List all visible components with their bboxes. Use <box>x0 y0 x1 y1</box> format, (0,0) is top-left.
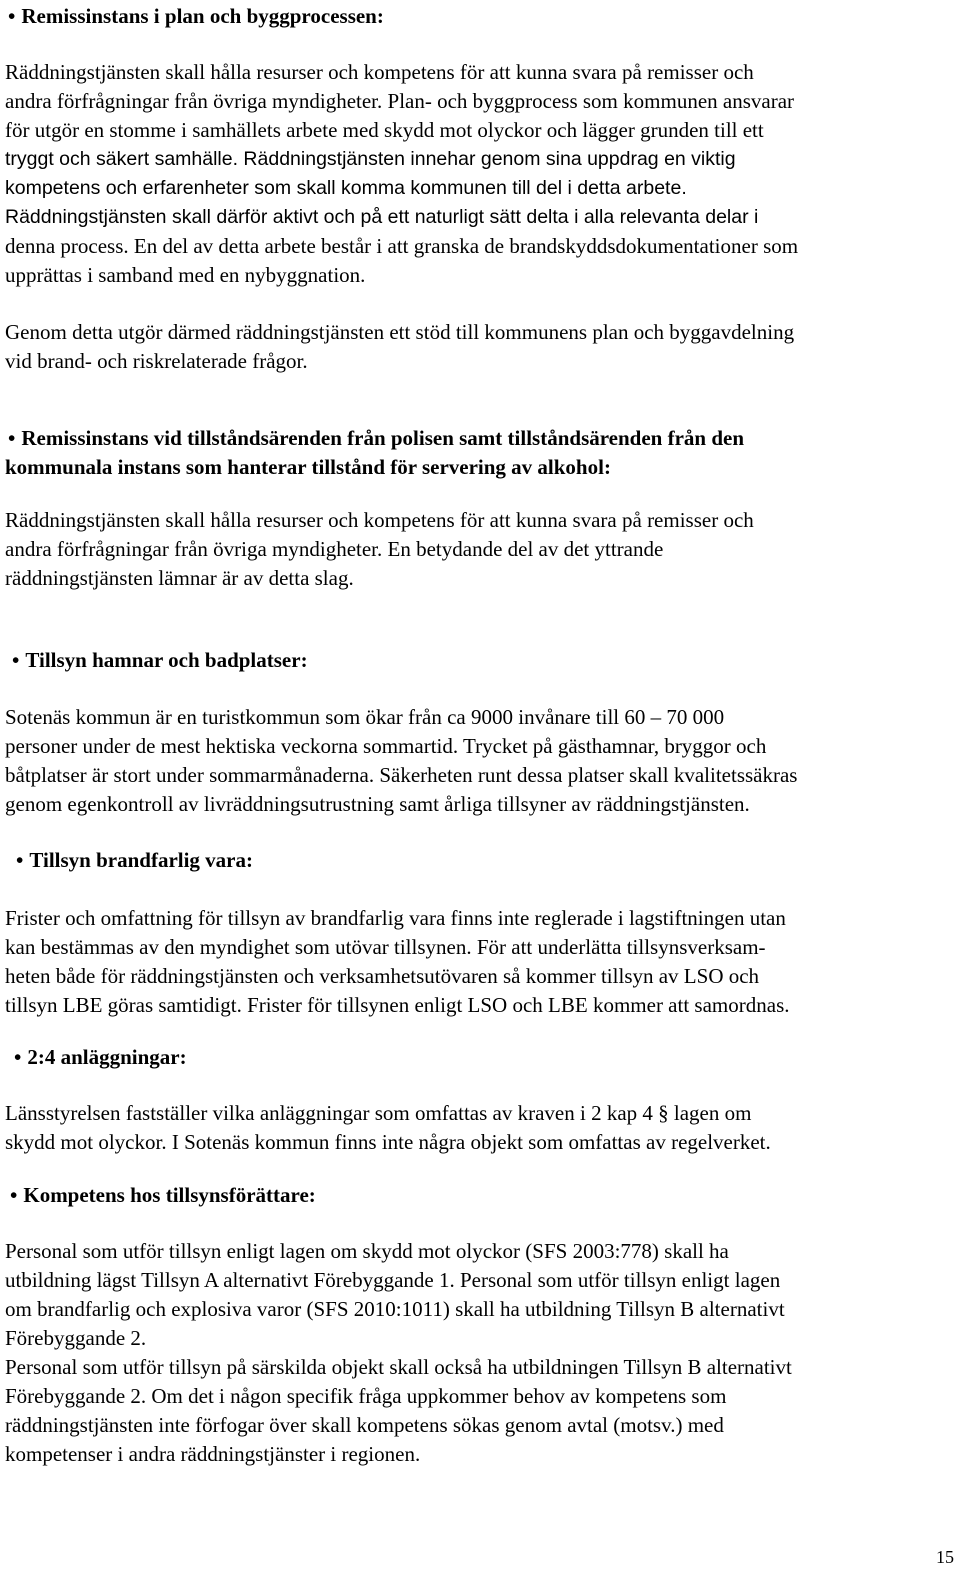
text-line: Frister och omfattning för tillsyn av brandfarlig vara finns inte reglerade i lagstiftningen utan <box>5 906 786 930</box>
text-line: båtplatser är stort under sommarmånaderna. Säkerheten runt dessa platser skall kvalitetssäkras <box>5 763 798 787</box>
text-line: denna process. En del av detta arbete består i att granska de brandskyddsdokumentationer som <box>5 234 799 258</box>
bullet: • <box>10 1183 18 1207</box>
text-line: Räddningstjänsten skall därför aktivt och på ett naturligt sätt delta i alla relevanta delar i <box>5 206 759 228</box>
text-line: skydd mot olyckor. I Sotenäs kommun finns inte några objekt som omfattas av regelverket. <box>5 1130 771 1154</box>
heading-text: 2:4 anläggningar: <box>27 1045 187 1069</box>
text-line: tryggt och säkert samhälle. Räddningstjänsten innehar genom sina uppdrag en viktig <box>5 148 736 170</box>
paragraph <box>5 506 754 593</box>
text-line: kompetens och erfarenheter som skall komma kommunen till del i detta arbete. <box>5 177 687 199</box>
text-line: heten både för räddningstjänsten och verksamhetsutövaren så kommer tillsyn av LSO och <box>5 964 760 988</box>
text-line: personer under de mest hektiska veckorna sommartid. Trycket på gästhamnar, bryggor och <box>5 734 767 758</box>
text-line: kan bestämmas av den myndighet som utövar tillsynen. För att underlätta tillsynsverksam- <box>5 935 766 959</box>
heading-text: kommunala instans som hanterar tillstånd för servering av alkohol: <box>5 455 611 479</box>
heading-text: Remissinstans i plan och byggprocessen: <box>21 4 384 28</box>
heading-text: Tillsyn hamnar och badplatser: <box>25 648 308 672</box>
text-line: Personal som utför tillsyn enligt lagen om skydd mot olyckor (SFS 2003:778) skall ha <box>5 1239 729 1263</box>
text-line: för utgör en stomme i samhällets arbete med skydd mot olyckor och lägger grunden till ett <box>5 118 764 142</box>
text-line: vid brand- och riskrelaterade frågor. <box>5 349 308 373</box>
text-line: Länsstyrelsen fastställer vilka anläggningar som omfattas av kraven i 2 kap 4 § lagen om <box>5 1101 752 1125</box>
heading-text: Kompetens hos tillsynsförättare: <box>23 1183 316 1207</box>
page-number: 15 <box>936 1547 954 1567</box>
text-line: upprättas i samband med en nybyggnation. <box>5 263 366 287</box>
heading-text: Remissinstans vid tillståndsärenden från polisen samt tillståndsärenden från den <box>21 426 745 450</box>
text-line: Räddningstjänsten skall hålla resurser och kompetens för att kunna svara på remisser och <box>5 60 754 84</box>
paragraph <box>5 904 790 1020</box>
text-line: Förebyggande 2. Om det i någon specifik fråga uppkommer behov av kompetens som <box>5 1384 727 1408</box>
paragraph <box>5 703 797 819</box>
text-line: andra förfrågningar från övriga myndigheter. Plan- och byggprocess som kommunen ansvarar <box>5 89 795 113</box>
section-heading <box>8 2 384 31</box>
text-line: räddningstjänsten lämnar är av detta slag. <box>5 566 354 590</box>
text-line: andra förfrågningar från övriga myndigheter. En betydande del av det yttrande <box>5 537 664 561</box>
section-heading <box>12 646 308 675</box>
bullet: • <box>12 648 20 672</box>
text-line: Förebyggande 2. <box>5 1326 147 1350</box>
bullet: • <box>14 1045 22 1069</box>
bullet: • <box>8 4 16 28</box>
text-line: genom egenkontroll av livräddningsutrustning samt årliga tillsyner av räddningstjänsten. <box>5 792 750 816</box>
heading-text: Tillsyn brandfarlig vara: <box>29 848 253 872</box>
section-heading <box>10 1181 316 1210</box>
text-line: kompetenser i andra räddningstjänster i regionen. <box>5 1442 421 1466</box>
section-heading <box>5 424 745 482</box>
section-heading <box>14 1043 187 1072</box>
paragraph <box>5 1237 792 1469</box>
paragraph <box>5 1099 771 1157</box>
text-line: Räddningstjänsten skall hålla resurser och kompetens för att kunna svara på remisser och <box>5 508 754 532</box>
text-line: tillsyn LBE göras samtidigt. Frister för tillsynen enligt LSO och LBE kommer att samordnas. <box>5 993 790 1017</box>
text-line: Personal som utför tillsyn på särskilda objekt skall också ha utbildningen Tillsyn B alternativt <box>5 1355 792 1379</box>
paragraph <box>5 58 798 290</box>
paragraph <box>5 318 794 376</box>
bullet: • <box>16 848 24 872</box>
text-line: räddningstjänsten inte förfogar över skall kompetens sökas genom avtal (motsv.) med <box>5 1413 724 1437</box>
text-line: Genom detta utgör därmed räddningstjänsten ett stöd till kommunens plan och byggavdelning <box>5 320 795 344</box>
bullet: • <box>8 426 16 450</box>
section-heading <box>16 846 253 875</box>
text-line: utbildning lägst Tillsyn A alternativt Förebyggande 1. Personal som utför tillsyn enligt lagen <box>5 1268 781 1292</box>
text-line: Sotenäs kommun är en turistkommun som ökar från ca 9000 invånare till 60 – 70 000 <box>5 705 725 729</box>
text-line: om brandfarlig och explosiva varor (SFS 2010:1011) skall ha utbildning Tillsyn B alternativt <box>5 1297 785 1321</box>
